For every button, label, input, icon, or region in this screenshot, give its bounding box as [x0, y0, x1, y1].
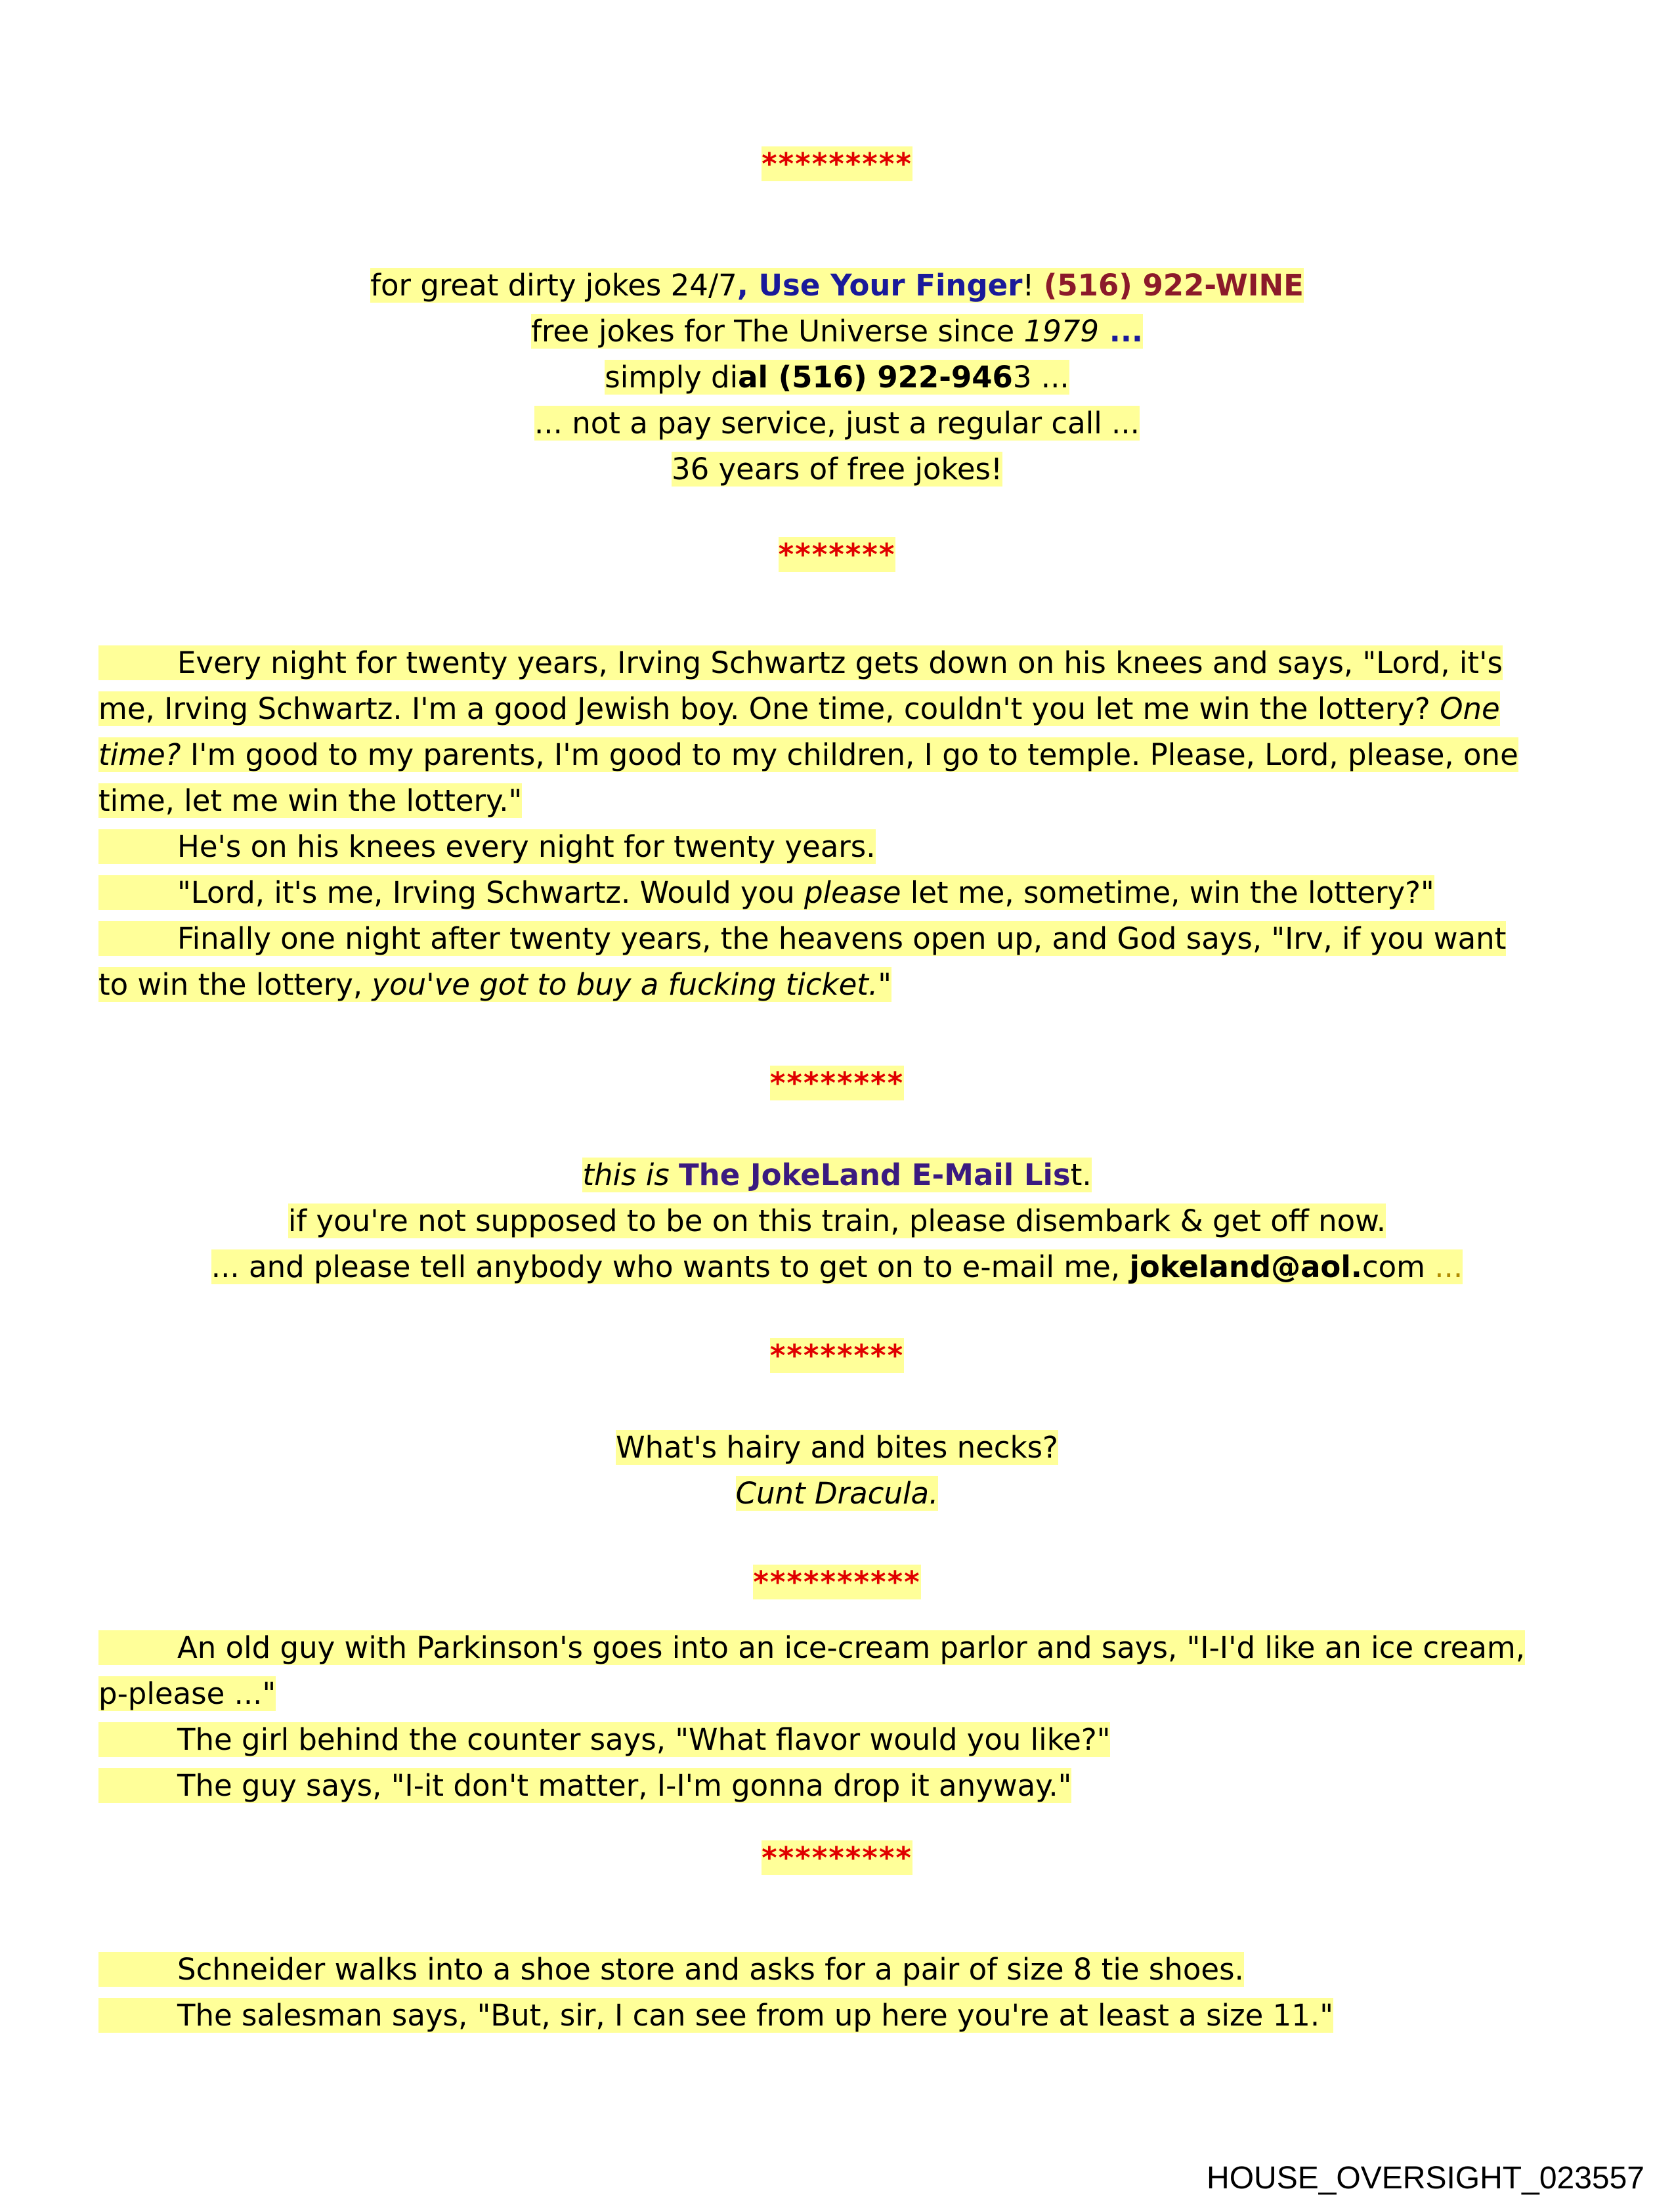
promo-line-1 [0, 263, 1674, 309]
joke-emphasis: One [1440, 691, 1500, 726]
promo-text: ... [1099, 314, 1144, 349]
separator-text: ******** [769, 1066, 905, 1100]
joke-line: "Lord, it's me, Irving Schwartz. Would you [177, 875, 804, 910]
joke-parkinsons [98, 1625, 1582, 1809]
joke-punchline: you've got to buy a fucking ticket." [372, 967, 891, 1002]
promo-phone: al (516) 922-946 [738, 360, 1013, 395]
joke-line: An old guy with Parkinson's goes into an ice-cream parlor and says, "I-I'd like an ice cream, [98, 1630, 1525, 1665]
joke-question: What's hairy and bites necks? [616, 1430, 1058, 1465]
promo-block [0, 263, 1674, 492]
promo-line-2 [0, 309, 1674, 355]
email-address: jokeland@aol. [1129, 1249, 1362, 1284]
separator-stars [0, 1559, 1674, 1605]
joke-dracula [0, 1425, 1674, 1517]
promo-text: 36 years of free jokes! [671, 452, 1003, 487]
separator-stars [0, 532, 1674, 578]
promo-text: for great dirty jokes 24/7 [370, 268, 737, 303]
joke-line: time, let me win the lottery." [98, 783, 523, 818]
separator-text: ********* [762, 146, 912, 181]
promo-year: 1979 [1023, 314, 1100, 349]
promo-text: ! [1022, 268, 1044, 303]
list-text: this is [582, 1158, 679, 1192]
joke-shoes [98, 1947, 1582, 2039]
email-address-tld: com [1362, 1249, 1425, 1284]
promo-line-3 [0, 355, 1674, 401]
promo-line-5 [0, 446, 1674, 492]
promo-phone: (516) 922-WINE [1043, 268, 1304, 303]
joke-line: The salesman says, "But, sir, I can see from up here you're at least a size 11." [98, 1998, 1333, 2033]
joke-line: Finally one night after twenty years, the heavens open up, and God says, "Irv, if you want [98, 921, 1506, 956]
separator-stars [0, 1333, 1674, 1379]
joke-lottery [98, 640, 1582, 1008]
joke-line: The girl behind the counter says, "What flavor would you like?" [98, 1722, 1110, 1757]
document-id-footer: HOUSE_OVERSIGHT_023557 [1207, 2161, 1644, 2196]
joke-emphasis: please [804, 875, 901, 910]
promo-text: simply di [605, 360, 739, 395]
separator-text: ********* [762, 1840, 912, 1875]
promo-text: ... not a pay service, just a regular call ... [534, 406, 1140, 441]
separator-text: ******** [769, 1338, 905, 1373]
joke-line: I'm good to my parents, I'm good to my children, I go to temple. Please, Lord, please, one [181, 737, 1518, 772]
separator-text: ********** [753, 1565, 921, 1599]
joke-line: p-please ..." [98, 1676, 276, 1711]
separator-stars [0, 1060, 1674, 1106]
promo-text: 3 ... [1012, 360, 1069, 395]
joke-line: He's on his knees every night for twenty years. [98, 829, 876, 864]
promo-text: free jokes for The Universe since [530, 314, 1024, 349]
list-name: The JokeLand E-Mail Lis [678, 1158, 1071, 1192]
list-text: ... and please tell anybody who wants to get on to e-mail me, [211, 1249, 1130, 1284]
promo-line-4 [0, 401, 1674, 446]
list-text: ... [1425, 1249, 1463, 1284]
list-text: if you're not supposed to be on this train, please disembark & get off now. [288, 1204, 1386, 1238]
joke-emphasis: time? [98, 737, 181, 772]
joke-line: The guy says, "I-it don't matter, I-I'm gonna drop it anyway." [98, 1768, 1071, 1803]
separator-stars [0, 141, 1674, 187]
separator-text: ******* [778, 537, 896, 572]
joke-line: let me, sometime, win the lottery?" [901, 875, 1434, 910]
joke-line: Schneider walks into a shoe store and asks for a pair of size 8 tie shoes. [98, 1952, 1244, 1987]
list-text: t. [1070, 1158, 1092, 1192]
joke-answer: Cunt Dracula. [735, 1476, 939, 1511]
mailing-list-block [0, 1152, 1674, 1290]
promo-highlight: , Use Your Finger [737, 268, 1023, 303]
joke-line: me, Irving Schwartz. I'm a good Jewish boy. One time, couldn't you let me win the lottery? [98, 691, 1440, 726]
separator-stars [0, 1835, 1674, 1881]
joke-line: to win the lottery, [98, 967, 372, 1002]
joke-line: Every night for twenty years, Irving Schwartz gets down on his knees and says, "Lord, it's [98, 645, 1503, 680]
